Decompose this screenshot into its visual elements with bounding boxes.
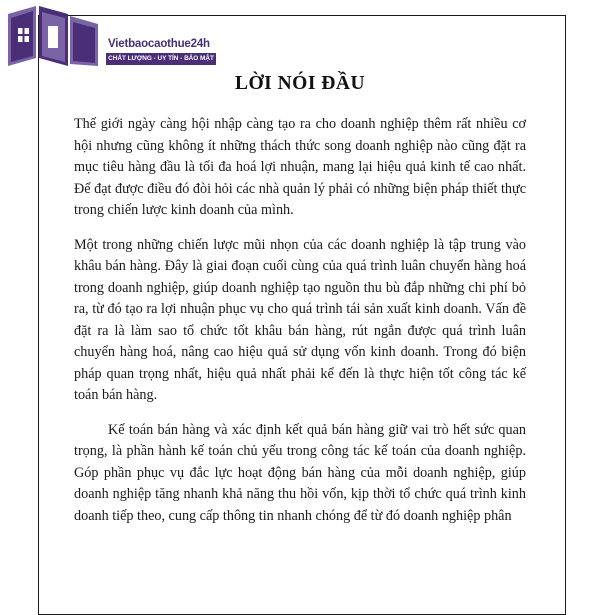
paragraph-3: Kế toán bán hàng và xác định kết quả bán hàng giữ vai trò hết sức quan trọng, là phần hành kế toán chủ yếu trong công tác kế toán của doanh nghiệp. Góp phần phục vụ đắc lực hoạt động bán hàng của mỗi doanh nghiệp, giúp doanh nghiệp tăng nhanh khả năng thu hồi vốn, kịp thời tổ chức quá trình kinh doanh tiếp theo, cung cấp thông tin nhanh chóng để từ đó doanh nghiệp phân — [74, 421, 526, 524]
brand-name: Vietbaocaothue24h — [108, 38, 210, 50]
brand-logo[interactable] — [6, 6, 246, 68]
book-house-logo-icon — [6, 6, 104, 68]
paragraph-2: Một trong những chiến lược mũi nhọn của các doanh nghiệp là tập trung vào khâu bán hàng. Đây là giai đoạn cuối cùng của quá trình luân chuyển hàng hoá trong doanh nghiệp, giúp doanh nghiệp tạo nguồn thu bù đắp những chi phí bỏ ra, từ đó tạo ra lợi nhuận phục vụ cho quá trình tái sản xuất kinh doanh. Vấn đề đặt ra là làm sao tổ chức tốt khâu bán hàng, rút ngắn được quá trình luân chuyển hàng hoá, nâng cao hiệu quả sử dụng vốn kinh doanh. Trong đó biện pháp quan trọng nhất, hiệu quả nhất phải kể đến là thực hiện tốt công tác kế toán bán hàng. — [74, 236, 526, 403]
document-body — [74, 114, 526, 540]
document-title: LỜI NÓI ĐẦU — [234, 73, 366, 94]
brand-tagline: CHẤT LƯỢNG - UY TÍN - BẢO MẬT — [106, 53, 216, 65]
paragraph-1: Thế giới ngày càng hội nhập càng tạo ra cho doanh nghiệp thêm rất nhiều cơ hội nhưng cũng không ít những thách thức song doanh nghiệp nào cũng đặt ra mục tiêu hàng đầu là tối đa hoá lợi nhuận, mang lại hiệu quả kinh tế cao nhất. Để đạt được điều đó đòi hỏi các nhà quản lý phải có những biện pháp thiết thực trong chiến lược kinh doanh của mình. — [74, 116, 526, 218]
